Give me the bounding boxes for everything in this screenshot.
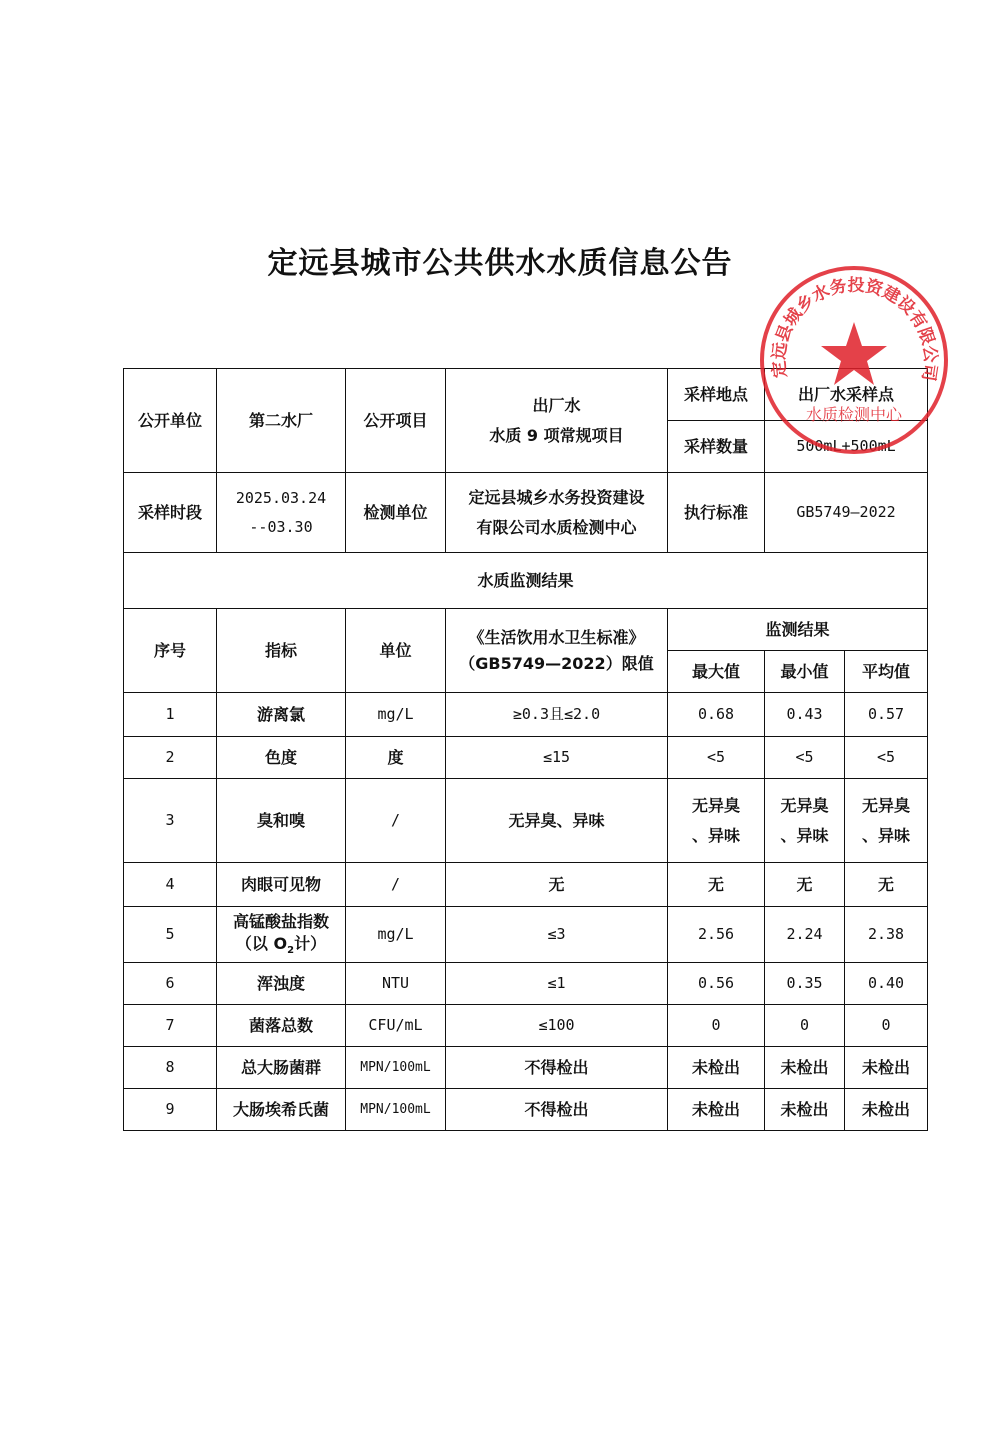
cell-avg: 0.40: [845, 963, 928, 1005]
header-max: 最大值: [668, 651, 765, 693]
seal-subtext: 水质检测中心: [805, 405, 903, 424]
table-row: [124, 1089, 928, 1131]
cell-min: 2.24: [765, 907, 845, 963]
cell-unit: /: [346, 779, 446, 863]
table-row: [124, 907, 928, 963]
cell-max: 未检出: [668, 1089, 765, 1131]
cell-indicator: 臭和嗅: [217, 779, 346, 863]
cell-index: 9: [124, 1089, 217, 1131]
cell-min: 0.35: [765, 963, 845, 1005]
cell-indicator: 浑浊度: [217, 963, 346, 1005]
item-value: [446, 369, 668, 473]
cell-indicator: 菌落总数: [217, 1005, 346, 1047]
cell-indicator-line1: 高锰酸盐指数: [232, 912, 329, 932]
cell-min-line2: 、异味: [780, 825, 829, 845]
header-unit: 单位: [346, 609, 446, 693]
cell-unit: /: [346, 863, 446, 907]
header-row: [124, 609, 928, 651]
sample-place-label: 采样地点: [668, 369, 765, 421]
cell-max: [668, 779, 765, 863]
cell-min: 未检出: [765, 1047, 845, 1089]
table-row: [124, 863, 928, 907]
standard-value: GB5749—2022: [765, 473, 928, 553]
lab-line2: 有限公司水质检测中心: [476, 517, 637, 537]
header-results: 监测结果: [668, 609, 928, 651]
cell-limit: ≤3: [446, 907, 668, 963]
cell-indicator: [217, 907, 346, 963]
cell-limit: ≤100: [446, 1005, 668, 1047]
table-row: [124, 693, 928, 737]
cell-avg-line2: 、异味: [862, 825, 911, 845]
cell-index: 7: [124, 1005, 217, 1047]
indicator-subscript: 2: [287, 945, 295, 957]
cell-unit: MPN/100mL: [346, 1047, 446, 1089]
cell-indicator: 色度: [217, 737, 346, 779]
sample-qty-value: 500mL+500mL: [765, 421, 928, 473]
cell-indicator: 肉眼可见物: [217, 863, 346, 907]
cell-unit: NTU: [346, 963, 446, 1005]
header-limit-line1: 《生活饮用水卫生标准》: [468, 627, 645, 647]
cell-avg: 0: [845, 1005, 928, 1047]
header-min: 最小值: [765, 651, 845, 693]
cell-limit: 无: [446, 863, 668, 907]
cell-min-line1: 无异臭: [780, 795, 829, 815]
table-row: [124, 963, 928, 1005]
cell-limit: ≤15: [446, 737, 668, 779]
unit-label: 公开单位: [124, 369, 217, 473]
cell-max: <5: [668, 737, 765, 779]
period-line2: --03.30: [249, 517, 313, 536]
cell-max: 0.68: [668, 693, 765, 737]
cell-avg: 0.57: [845, 693, 928, 737]
cell-index: 1: [124, 693, 217, 737]
indicator-text: 计）: [294, 933, 327, 953]
cell-index: 6: [124, 963, 217, 1005]
cell-limit: 不得检出: [446, 1047, 668, 1089]
seal-arc-text: 定远县城乡水务投资建设有限公司: [769, 275, 941, 383]
cell-max-line2: 、异味: [691, 825, 740, 845]
cell-avg: 未检出: [845, 1047, 928, 1089]
standard-label: 执行标准: [668, 473, 765, 553]
info-row: [124, 473, 928, 553]
cell-avg: 2.38: [845, 907, 928, 963]
cell-indicator: 大肠埃希氏菌: [217, 1089, 346, 1131]
table-row: [124, 1047, 928, 1089]
cell-index: 8: [124, 1047, 217, 1089]
table-row: [124, 1005, 928, 1047]
cell-min: [765, 779, 845, 863]
cell-indicator: 总大肠菌群: [217, 1047, 346, 1089]
indicator-text: （以 O: [235, 933, 288, 953]
cell-limit: ≥0.3且≤2.0: [446, 693, 668, 737]
header-indicator: 指标: [217, 609, 346, 693]
page-title: 定远县城市公共供水水质信息公告: [267, 246, 733, 281]
cell-avg-line1: 无异臭: [862, 795, 911, 815]
cell-index: 3: [124, 779, 217, 863]
item-value-line2: 水质 9 项常规项目: [489, 425, 624, 445]
results-heading-row: [124, 553, 928, 609]
cell-avg: [845, 779, 928, 863]
unit-value: 第二水厂: [217, 369, 346, 473]
header-avg: 平均值: [845, 651, 928, 693]
water-quality-table: [123, 368, 928, 1131]
table-row: [124, 737, 928, 779]
cell-avg: 无: [845, 863, 928, 907]
header-limit: [446, 609, 668, 693]
cell-min: 0.43: [765, 693, 845, 737]
sample-place-value: 出厂水采样点: [765, 369, 928, 421]
cell-unit: 度: [346, 737, 446, 779]
cell-avg: 未检出: [845, 1089, 928, 1131]
cell-max: 未检出: [668, 1047, 765, 1089]
header-index: 序号: [124, 609, 217, 693]
cell-max: 2.56: [668, 907, 765, 963]
cell-min: <5: [765, 737, 845, 779]
lab-line1: 定远县城乡水务投资建设: [468, 487, 645, 507]
results-heading: 水质监测结果: [124, 553, 928, 609]
cell-max: 无: [668, 863, 765, 907]
cell-min: 无: [765, 863, 845, 907]
cell-max: 0.56: [668, 963, 765, 1005]
period-value: [217, 473, 346, 553]
table-row: [124, 779, 928, 863]
cell-index: 4: [124, 863, 217, 907]
cell-limit: 不得检出: [446, 1089, 668, 1131]
item-label: 公开项目: [346, 369, 446, 473]
lab-label: 检测单位: [346, 473, 446, 553]
period-line1: 2025.03.24: [235, 489, 327, 508]
cell-unit: CFU/mL: [346, 1005, 446, 1047]
cell-index: 2: [124, 737, 217, 779]
cell-avg: <5: [845, 737, 928, 779]
cell-limit: ≤1: [446, 963, 668, 1005]
header-limit-line2: （GB5749—2022）限值: [459, 653, 654, 673]
cell-unit: mg/L: [346, 907, 446, 963]
cell-unit: mg/L: [346, 693, 446, 737]
item-value-line1: 出厂水: [532, 395, 581, 415]
cell-max: 0: [668, 1005, 765, 1047]
sample-qty-label: 采样数量: [668, 421, 765, 473]
cell-index: 5: [124, 907, 217, 963]
cell-indicator-line2: [219, 933, 343, 958]
period-label: 采样时段: [124, 473, 217, 553]
info-row: [124, 369, 928, 421]
cell-unit: MPN/100mL: [346, 1089, 446, 1131]
cell-min: 0: [765, 1005, 845, 1047]
cell-min: 未检出: [765, 1089, 845, 1131]
cell-limit: 无异臭、异味: [446, 779, 668, 863]
lab-value: [446, 473, 668, 553]
cell-indicator: 游离氯: [217, 693, 346, 737]
cell-max-line1: 无异臭: [691, 795, 740, 815]
